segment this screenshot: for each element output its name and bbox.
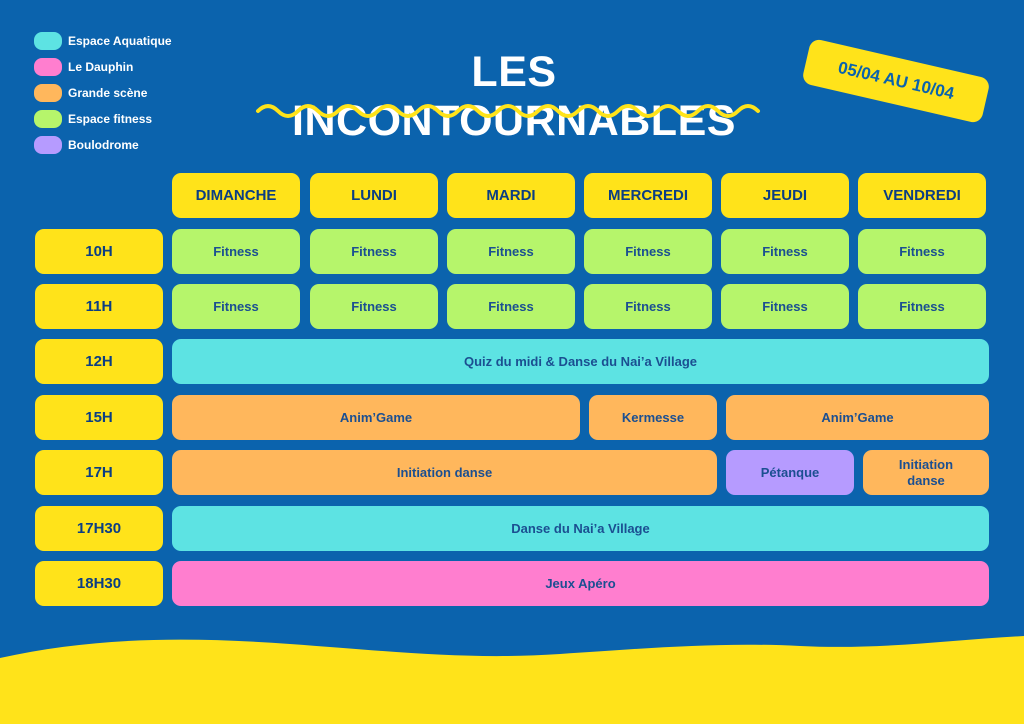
- event-initiation-danse: Initiation danse: [863, 450, 989, 495]
- legend-swatch-espace-aquatique: [34, 32, 62, 50]
- time-label-10h: 10H: [35, 229, 163, 274]
- event-fitness: Fitness: [447, 284, 575, 329]
- legend-label: Grande scène: [68, 86, 148, 100]
- bottom-wave-decoration: [0, 630, 1024, 724]
- legend: [34, 28, 172, 158]
- legend-swatch-le-dauphin: [34, 58, 62, 76]
- event-danse-village: Danse du Nai’a Village: [172, 506, 989, 551]
- legend-swatch-grande-scene: [34, 84, 62, 102]
- page-title: LES INCONTOURNABLES: [292, 48, 736, 145]
- date-badge: 05/04 AU 10/04: [801, 38, 991, 124]
- event-fitness: Fitness: [858, 229, 986, 274]
- day-header-lundi: LUNDI: [310, 173, 438, 218]
- legend-item-grande-scene: [34, 80, 172, 106]
- event-fitness: Fitness: [584, 284, 712, 329]
- legend-label: Espace fitness: [68, 112, 153, 126]
- event-initiation-danse: Initiation danse: [172, 450, 717, 495]
- event-animgame: Anim’Game: [726, 395, 989, 440]
- event-animgame: Anim’Game: [172, 395, 580, 440]
- time-label-12h: 12H: [35, 339, 163, 384]
- event-fitness: Fitness: [447, 229, 575, 274]
- day-header-mercredi: MERCREDI: [584, 173, 712, 218]
- time-label-11h: 11H: [35, 284, 163, 329]
- event-fitness: Fitness: [584, 229, 712, 274]
- event-kermesse: Kermesse: [589, 395, 717, 440]
- legend-item-espace-aquatique: [34, 28, 172, 54]
- legend-label: Boulodrome: [68, 138, 139, 152]
- time-label-17h: 17H: [35, 450, 163, 495]
- time-label-18h30: 18H30: [35, 561, 163, 606]
- event-fitness: Fitness: [721, 284, 849, 329]
- event-fitness: Fitness: [310, 229, 438, 274]
- legend-item-boulodrome: [34, 132, 172, 158]
- event-fitness: Fitness: [721, 229, 849, 274]
- day-header-dimanche: DIMANCHE: [172, 173, 300, 218]
- event-fitness: Fitness: [310, 284, 438, 329]
- time-label-15h: 15H: [35, 395, 163, 440]
- event-fitness: Fitness: [172, 229, 300, 274]
- legend-item-le-dauphin: [34, 54, 172, 80]
- day-header-jeudi: JEUDI: [721, 173, 849, 218]
- day-header-vendredi: VENDREDI: [858, 173, 986, 218]
- legend-label: Le Dauphin: [68, 60, 134, 74]
- title-wave-decoration: [254, 98, 774, 124]
- legend-swatch-espace-fitness: [34, 110, 62, 128]
- event-fitness: Fitness: [172, 284, 300, 329]
- legend-label: Espace Aquatique: [68, 34, 172, 48]
- time-label-17h30: 17H30: [35, 506, 163, 551]
- event-jeux-apero: Jeux Apéro: [172, 561, 989, 606]
- event-fitness: Fitness: [858, 284, 986, 329]
- legend-swatch-boulodrome: [34, 136, 62, 154]
- legend-item-espace-fitness: [34, 106, 172, 132]
- event-quiz-danse: Quiz du midi & Danse du Nai’a Village: [172, 339, 989, 384]
- event-petanque: Pétanque: [726, 450, 854, 495]
- day-header-mardi: MARDI: [447, 173, 575, 218]
